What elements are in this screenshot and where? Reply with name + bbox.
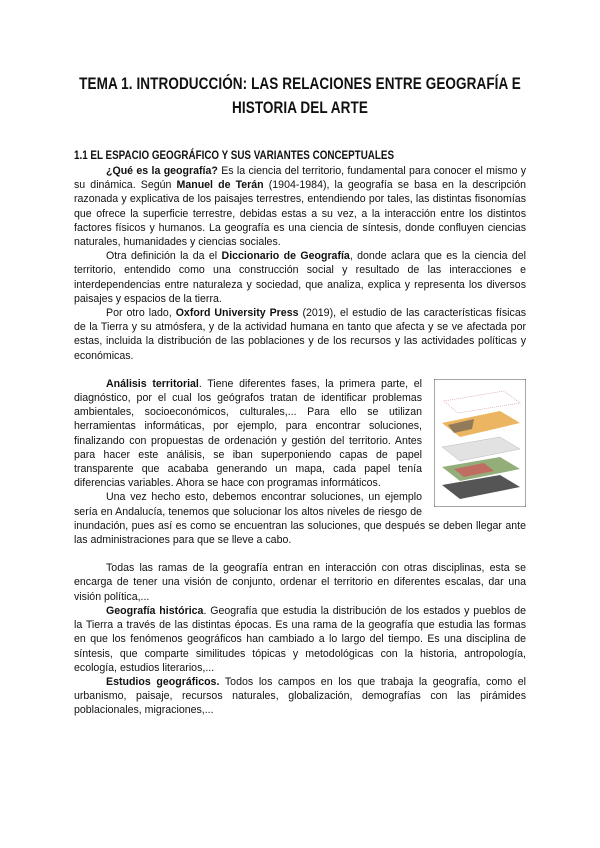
gis-layers-illustration-icon <box>434 379 526 507</box>
bold-term: Diccionario de Geografía <box>221 250 350 263</box>
page-title: TEMA 1. INTRODUCCIÓN: LAS RELACIONES ENTRE GEOGRAFÍA E HISTORIA DEL ARTE <box>79 75 521 117</box>
section-heading: 1.1 EL ESPACIO GEOGRÁFICO Y SUS VARIANTES CONCEPTUALES <box>74 148 395 162</box>
bold-term: ¿Qué es la geografía? <box>106 165 218 177</box>
bold-term: Estudios geográficos. <box>106 675 220 688</box>
paragraph-estudios-geograficos: Estudios geográficos. Todos los campos en los que trabaja la geografía, como el urbanismo, paisaje, recursos naturales, globalización, demografías con las pirámides poblacionales, migraciones,... <box>74 675 526 717</box>
paragraph-soluciones: Una vez hecho esto, debemos encontrar soluciones, un ejemplo sería en Andalucía, tenemos que solucionar los altos niveles de riesgo de inundación, pues así es como se encuentran las soluciones, que después se deben llegar ante las administraciones para que se lleve a cabo. <box>74 491 526 547</box>
paragraph-diccionario: Otra definición la da el Diccionario de Geografía, donde aclara que es la ciencia del territorio, entendido como una construcción social y resultado de las interacciones e interdependencias entre naturaleza y sociedad, que analiza, explica y representa los diversos paisajes y espacios de la tierra. <box>74 250 526 305</box>
paragraph-ramas: Todas las ramas de la geografía entran en interacción con otras disciplinas, esta se encarga de tener una visión de conjunto, ordenar el territorio en diferentes escalas, dar una visión política,... <box>74 562 526 603</box>
bold-term: Análisis territorial <box>106 377 199 390</box>
bold-term: Manuel de Terán <box>176 179 264 192</box>
document-page <box>74 72 526 718</box>
paragraph-que-es-geografia: ¿Qué es la geografía? Es la ciencia del territorio, fundamental para conocer el mismo y su dinámica. Según Manuel de Terán (1904-1984), la geografía se basa en la descripción razonada y explicativa de los paisajes terrestres, entendiendo por tales, las distintas fisonomías que ofrece la superficie terrestre, debidas estas a su vez, a la interacción entre los distintos factores físicos y humanos. La geografía es una ciencia de síntesis, donde confluyen ciencias naturales, humanidades y ciencias sociales. <box>74 165 526 249</box>
paragraph-geografia-historica: Geografía histórica. Geografía que estudia la distribución de los estados y pueblos de la Tierra a través de las distintas épocas. Es una rama de la geografía que estudia las formas en que los fenómenos geográficos han cambiado a lo largo del tiempo. Es una disciplina de síntesis, que comparte similitudes tópicas y metodológicas con la historia, antropología, ecología, estudios literarios,... <box>74 604 526 674</box>
paragraph-oxford: Por otro lado, Oxford University Press (2019), el estudio de las características físicas de la Tierra y su atmósfera, y de la actividad humana en tanto que afecta y se ve afectada por estas, incluida la distribución de las poblaciones y de los recursos y las actividades políticas y económicas. <box>74 307 527 362</box>
bold-term: Geografía histórica <box>106 604 204 617</box>
paragraph-analisis-territorial: Análisis territorial. Tiene diferentes fases, la primera parte, el diagnóstico, por el cual los geógrafos tratan de identificar problemas ambientales, socioeconómicos, culturales,... Para ello se utilizan herramientas informáticas, por ejemplo, para encontrar soluciones, finalizando con propuestas de ordenación y gestión del territorio. Antes para hacer este análisis, se iban superponiendo capas de papel transparente que acababa generando un mapa, cada papel tenía diferencias variables. Ahora se hace con programas informáticos. <box>74 377 422 490</box>
bold-term: Oxford University Press <box>175 307 299 320</box>
